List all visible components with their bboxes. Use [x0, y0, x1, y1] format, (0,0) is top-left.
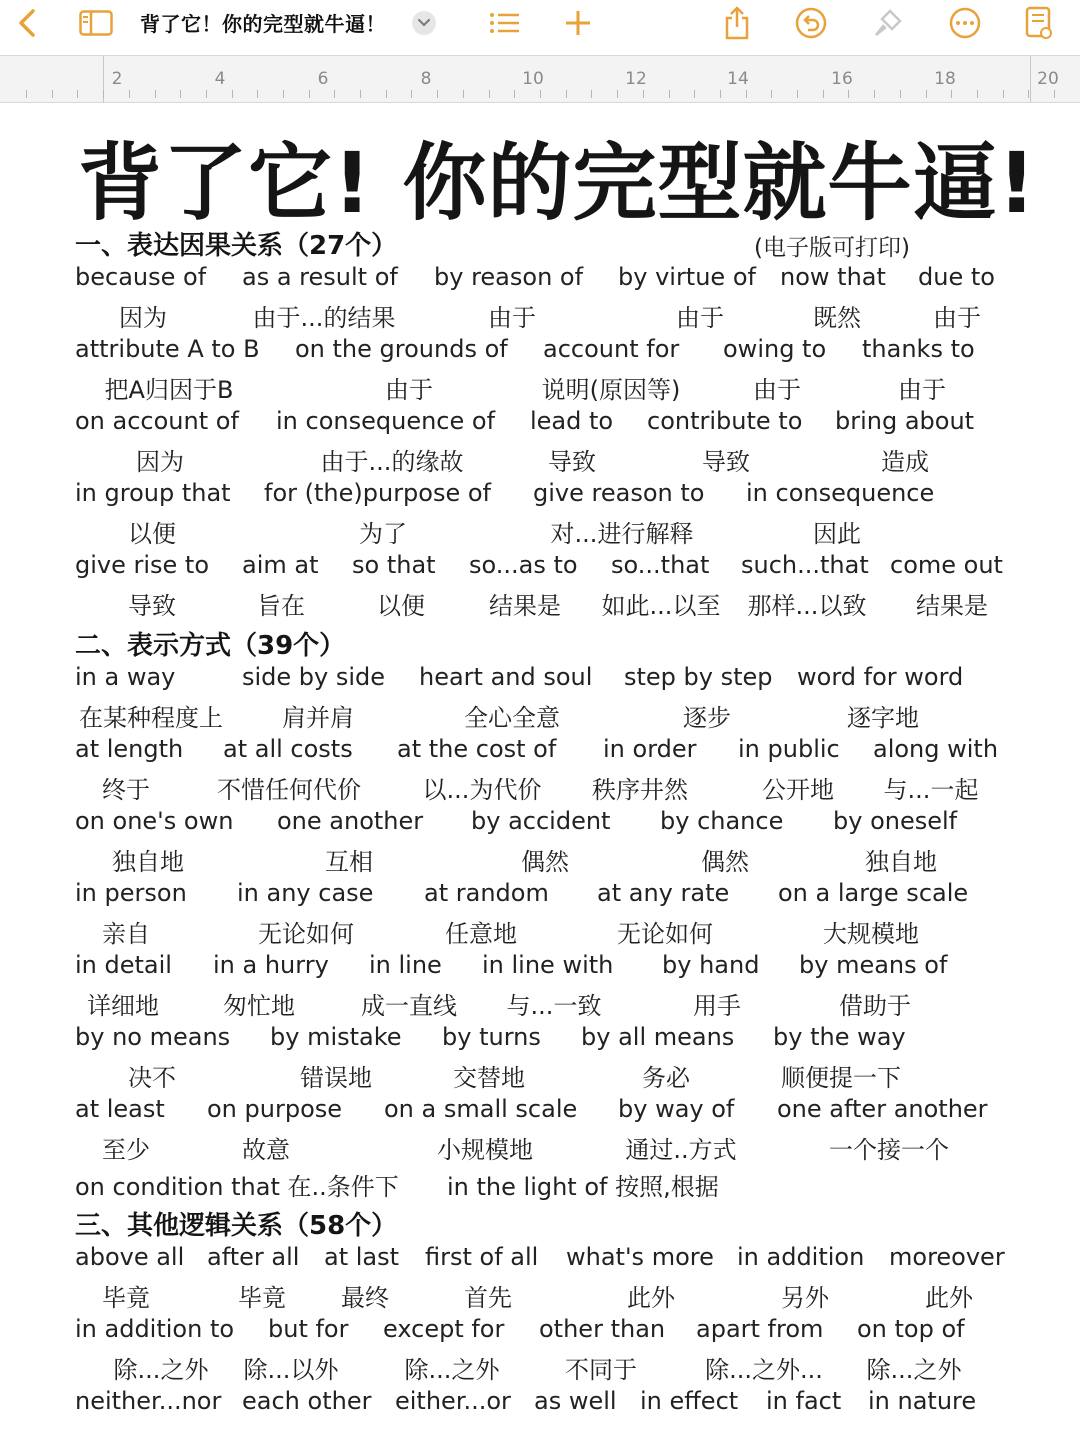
english-phrase: account for [543, 335, 680, 363]
ruler[interactable] [0, 55, 1080, 103]
chinese-meaning: 除...之外 [113, 1356, 209, 1384]
english-phrase: by no means [75, 1023, 231, 1051]
chinese-meaning: 偶然 [701, 848, 749, 876]
english-phrase: in order [603, 735, 697, 763]
chinese-meaning: 用手 [693, 992, 741, 1020]
english-phrase: as a result of [242, 263, 398, 291]
ruler-tick [309, 90, 310, 98]
plus-icon[interactable] [564, 4, 592, 42]
ruler-tick [771, 90, 772, 98]
chinese-meaning: 故意 [242, 1136, 290, 1164]
english-phrase: moreover [889, 1243, 1005, 1271]
english-phrase: heart and soul [419, 663, 593, 691]
chinese-meaning: 亲自 [102, 920, 150, 948]
english-phrase: at least [75, 1095, 165, 1123]
ruler-right-margin[interactable] [1030, 56, 1031, 102]
ruler-number: 12 [625, 69, 647, 89]
english-phrase: first of all [425, 1243, 539, 1271]
english-phrase: by all means [581, 1023, 735, 1051]
english-phrase: side by side [242, 663, 386, 691]
chinese-meaning: 除...之外... [705, 1356, 823, 1384]
chinese-meaning: 如此...以至 [601, 592, 721, 620]
english-phrase: lead to [530, 407, 614, 435]
chinese-meaning: 独自地 [112, 848, 184, 876]
english-phrase: in consequence [746, 479, 935, 507]
section-heading: 一、表达因果关系（27个） [75, 231, 398, 261]
chinese-meaning: 详细地 [87, 992, 159, 1020]
english-phrase: in line with [482, 951, 614, 979]
english-phrase: on a large scale [778, 879, 969, 907]
english-phrase: at length [75, 735, 184, 763]
chinese-meaning: 旨在 [257, 592, 305, 620]
english-phrase: on purpose [207, 1095, 343, 1123]
chinese-meaning: 导致 [548, 448, 596, 476]
main-title: 背了它! 你的完型就牛逼! [78, 134, 1037, 232]
ruler-tick [257, 90, 258, 98]
english-phrase: in fact [766, 1387, 842, 1410]
chinese-meaning: 由于...的结果 [252, 304, 396, 332]
english-phrase: due to [918, 263, 995, 291]
chinese-meaning: 另外 [781, 1284, 829, 1312]
ruler-tick [669, 90, 670, 98]
english-phrase: at all costs [223, 735, 353, 763]
chinese-meaning: 不惜任何代价 [217, 776, 361, 804]
ruler-tick [977, 90, 978, 98]
ruler-number: 10 [522, 69, 544, 89]
chinese-meaning: 匆忙地 [223, 992, 295, 1020]
chinese-meaning: 无论如何 [617, 920, 713, 948]
english-phrase: except for [383, 1315, 505, 1343]
chinese-meaning: 毕竟 [102, 1284, 150, 1312]
english-phrase: in addition [737, 1243, 865, 1271]
english-phrase: one another [277, 807, 424, 835]
chinese-meaning: 顺便提一下 [781, 1064, 901, 1092]
chinese-meaning: 为了 [359, 520, 407, 548]
chinese-meaning: 任意地 [445, 920, 517, 948]
english-phrase: give reason to [533, 479, 705, 507]
english-phrase: on account of [75, 407, 239, 435]
ruler-tick [155, 90, 156, 98]
english-phrase: along with [873, 735, 999, 763]
chinese-meaning: 与...一致 [506, 992, 602, 1020]
chinese-meaning: 因为 [119, 304, 167, 332]
ruler-number: 6 [317, 69, 329, 89]
english-phrase: by turns [442, 1023, 541, 1051]
english-phrase: contribute to [647, 407, 803, 435]
english-phrase: now that [780, 263, 886, 291]
ruler-tick [489, 90, 490, 98]
ruler-tick [566, 90, 567, 98]
ruler-tick [463, 90, 464, 98]
english-phrase: give rise to [75, 551, 210, 579]
english-phrase: in person [75, 879, 187, 907]
chinese-meaning: 在某种程度上 [79, 704, 223, 732]
english-phrase: at any rate [597, 879, 730, 907]
english-phrase: on the grounds of [295, 335, 508, 363]
english-phrase: in a hurry [213, 951, 329, 979]
chinese-meaning: 务必 [642, 1064, 690, 1092]
ruler-tick [437, 90, 438, 98]
english-phrase: so...as to [469, 551, 578, 579]
chinese-meaning: 由于 [676, 304, 724, 332]
chinese-meaning: 除...以外 [243, 1356, 339, 1384]
english-phrase: owing to [723, 335, 827, 363]
english-phrase: in nature [868, 1387, 977, 1410]
english-phrase: so...that [611, 551, 710, 579]
english-phrase: on top of [857, 1315, 965, 1343]
chinese-meaning: 由于...的缘故 [320, 448, 464, 476]
section-heading: 三、其他逻辑关系（58个） [75, 1211, 398, 1241]
ruler-tick [746, 90, 747, 98]
english-phrase: word for word [797, 663, 964, 691]
document-page[interactable] [0, 102, 1080, 1410]
chinese-meaning: 结果是 [916, 592, 988, 620]
english-phrase: what's more [566, 1243, 714, 1271]
english-phrase: on condition that 在..条件下 [75, 1173, 399, 1201]
chinese-meaning: 交替地 [453, 1064, 525, 1092]
chinese-meaning: 导致 [128, 592, 176, 620]
english-phrase: by way of [618, 1095, 735, 1123]
ruler-tick [52, 90, 53, 98]
english-phrase: on one's own [75, 807, 234, 835]
chinese-meaning: 那样...以致 [747, 592, 867, 620]
ruler-number: 20 [1037, 69, 1059, 89]
chinese-meaning: 由于 [385, 376, 433, 404]
english-phrase: on a small scale [384, 1095, 578, 1123]
english-phrase: in addition to [75, 1315, 235, 1343]
english-phrase: attribute A to B [75, 335, 260, 363]
ruler-tick [180, 90, 181, 98]
chinese-meaning: 小规模地 [437, 1136, 533, 1164]
english-phrase: neither...nor [75, 1387, 222, 1410]
ruler-tick [926, 90, 927, 98]
share-icon[interactable] [722, 4, 752, 42]
ruler-tick [1054, 90, 1055, 98]
chinese-meaning: 与...一起 [883, 776, 979, 804]
chinese-meaning: 除...之外 [404, 1356, 500, 1384]
english-phrase: in effect [640, 1387, 739, 1410]
english-phrase: in line [369, 951, 442, 979]
english-phrase: by oneself [833, 807, 958, 835]
english-phrase: as well [534, 1387, 617, 1410]
chinese-meaning: 一个接一个 [829, 1136, 949, 1164]
english-phrase: one after another [777, 1095, 988, 1123]
english-phrase: each other [242, 1387, 372, 1410]
ruler-tick [848, 90, 849, 98]
document-title: 背了它！你的完型就牛逼！ [140, 12, 386, 36]
ruler-tick [874, 90, 875, 98]
chinese-meaning: 除...之外 [866, 1356, 962, 1384]
ruler-tick [206, 90, 207, 98]
ruler-number: 18 [934, 69, 956, 89]
chinese-meaning: 既然 [813, 304, 861, 332]
english-phrase: because of [75, 263, 207, 291]
ruler-number: 2 [111, 69, 123, 89]
chinese-meaning: 因为 [136, 448, 184, 476]
ruler-tick [386, 90, 387, 98]
ruler-tick [951, 90, 952, 98]
english-phrase: at the cost of [397, 735, 557, 763]
ruler-tick [643, 90, 644, 98]
print-note: (电子版可打印) [754, 235, 910, 261]
list-icon[interactable] [488, 4, 522, 42]
sidebar-icon[interactable] [78, 4, 114, 42]
chinese-meaning: 全心全意 [464, 704, 560, 732]
chinese-meaning: 把A归因于B [104, 376, 234, 404]
chinese-meaning: 大规模地 [823, 920, 919, 948]
chinese-meaning: 此外 [925, 1284, 973, 1312]
chinese-meaning: 最终 [341, 1284, 389, 1312]
english-phrase: come out [890, 551, 1003, 579]
chinese-meaning: 独自地 [865, 848, 937, 876]
english-phrase: by virtue of [618, 263, 756, 291]
ruler-tick [26, 90, 27, 98]
english-phrase: apart from [696, 1315, 824, 1343]
ruler-tick [900, 90, 901, 98]
english-phrase: by accident [471, 807, 611, 835]
chinese-meaning: 由于 [933, 304, 981, 332]
english-phrase: in consequence of [276, 407, 496, 435]
english-phrase: by reason of [434, 263, 584, 291]
english-phrase: by mistake [270, 1023, 402, 1051]
chinese-meaning: 肩并肩 [282, 704, 354, 732]
chinese-meaning: 毕竟 [238, 1284, 286, 1312]
chinese-meaning: 此外 [627, 1284, 675, 1312]
back-chevron-icon[interactable] [12, 4, 42, 42]
english-phrase: bring about [835, 407, 975, 435]
english-phrase: in group that [75, 479, 231, 507]
chinese-meaning: 对...进行解释 [550, 520, 694, 548]
chinese-meaning: 通过..方式 [625, 1136, 737, 1164]
chinese-meaning: 不同于 [565, 1356, 637, 1384]
ruler-tick [591, 90, 592, 98]
chinese-meaning: 无论如何 [258, 920, 354, 948]
section-heading: 二、表示方式（39个） [75, 631, 346, 661]
ruler-tick [540, 90, 541, 98]
chevron-down-icon[interactable] [412, 11, 436, 35]
chinese-meaning: 由于 [753, 376, 801, 404]
ruler-tick [77, 90, 78, 98]
english-phrase: in the light of 按照,根据 [447, 1173, 719, 1201]
chinese-meaning: 秩序井然 [592, 776, 688, 804]
english-phrase: thanks to [862, 335, 975, 363]
english-phrase: by the way [773, 1023, 906, 1051]
document-view-icon[interactable] [1024, 4, 1054, 42]
format-brush-icon[interactable] [870, 4, 906, 42]
ruler-tick [797, 90, 798, 98]
chinese-meaning: 说明(原因等) [541, 376, 681, 404]
ruler-tick [694, 90, 695, 98]
ruler-number: 16 [831, 69, 853, 89]
chinese-meaning: 逐字地 [847, 704, 919, 732]
english-phrase: step by step [624, 663, 773, 691]
ruler-tick [103, 90, 104, 98]
chinese-meaning: 结果是 [489, 592, 561, 620]
toolbar [0, 0, 1080, 46]
ruler-tick [1003, 90, 1004, 98]
chinese-meaning: 公开地 [762, 776, 834, 804]
ruler-tick [232, 90, 233, 98]
ruler-number: 14 [727, 69, 749, 89]
chinese-meaning: 错误地 [300, 1064, 372, 1092]
ruler-tick [514, 90, 515, 98]
english-phrase: after all [207, 1243, 300, 1271]
chinese-meaning: 偶然 [521, 848, 569, 876]
undo-icon[interactable] [794, 4, 828, 42]
english-phrase: but for [268, 1315, 349, 1343]
ruler-number: 8 [420, 69, 432, 89]
english-phrase: in detail [75, 951, 172, 979]
chinese-meaning: 成一直线 [361, 992, 457, 1020]
english-phrase: such...that [741, 551, 869, 579]
english-phrase: aim at [242, 551, 319, 579]
chinese-meaning: 借助于 [839, 992, 911, 1020]
ruler-tick [411, 90, 412, 98]
ruler-tick [1028, 90, 1029, 98]
ruler-number: 4 [214, 69, 226, 89]
chinese-meaning: 互相 [325, 848, 373, 876]
chinese-meaning: 以便 [377, 592, 425, 620]
english-phrase: at random [424, 879, 549, 907]
chinese-meaning: 导致 [702, 448, 750, 476]
ruler-tick [283, 90, 284, 98]
ruler-tick [334, 90, 335, 98]
ruler-tick [360, 90, 361, 98]
chinese-meaning: 首先 [464, 1284, 512, 1312]
chinese-meaning: 由于 [898, 376, 946, 404]
ruler-tick [129, 90, 130, 98]
english-phrase: in a way [75, 663, 176, 691]
english-phrase: by hand [662, 951, 760, 979]
chinese-meaning: 以...为代价 [422, 776, 542, 804]
english-phrase: in any case [237, 879, 374, 907]
chinese-meaning: 至少 [102, 1136, 150, 1164]
english-phrase: either...or [395, 1387, 511, 1410]
english-phrase: at last [324, 1243, 400, 1271]
more-icon[interactable] [948, 4, 982, 42]
ruler-tick [617, 90, 618, 98]
english-phrase: so that [352, 551, 436, 579]
chinese-meaning: 造成 [881, 448, 929, 476]
english-phrase: other than [539, 1315, 666, 1343]
english-phrase: in public [738, 735, 840, 763]
chinese-meaning: 逐步 [683, 704, 731, 732]
english-phrase: by means of [799, 951, 948, 979]
ruler-tick [720, 90, 721, 98]
english-phrase: for (the)purpose of [264, 479, 492, 507]
chinese-meaning: 决不 [128, 1064, 176, 1092]
chinese-meaning: 因此 [813, 520, 861, 548]
chinese-meaning: 终于 [102, 776, 150, 804]
english-phrase: by chance [660, 807, 784, 835]
english-phrase: above all [75, 1243, 185, 1271]
chinese-meaning: 以便 [128, 520, 176, 548]
ruler-tick [823, 90, 824, 98]
chinese-meaning: 由于 [488, 304, 536, 332]
